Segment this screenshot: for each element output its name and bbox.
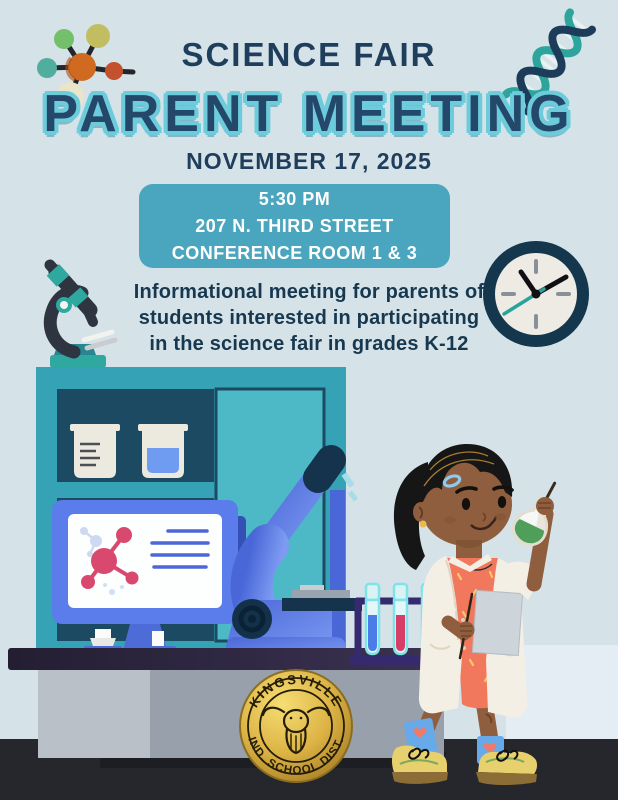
description-line-3: in the science fair in grades K-12 [149,333,469,355]
flask-icon [508,475,568,550]
event-room: CONFERENCE ROOM 1 & 3 [171,242,418,263]
seal-top-text: KINGSVILLE [246,671,346,711]
event-info-box [139,184,450,268]
event-date: NOVEMBER 17, 2025 [186,148,432,174]
flyer-title: PARENT MEETING [43,85,575,143]
seal-bottom-text: IND. SCHOOL DIST. [245,735,347,778]
school-district-seal [239,669,353,783]
event-description [0,279,618,357]
earring-icon [420,521,427,528]
test-tube-icon [394,584,407,654]
beaker-icon [70,424,120,478]
description-line-1: Informational meeting for parents of [133,281,485,303]
test-tube-icon [366,584,379,654]
event-time: 5:30 PM [258,188,331,209]
lab-desk [8,648,446,768]
event-address: 207 N. THIRD STREET [195,215,394,236]
clipboard-paper [472,590,522,655]
beaker-liquid-icon [138,424,188,478]
description-line-2: students interested in participating [138,307,480,329]
flyer-subtitle: SCIENCE FAIR [181,36,437,73]
